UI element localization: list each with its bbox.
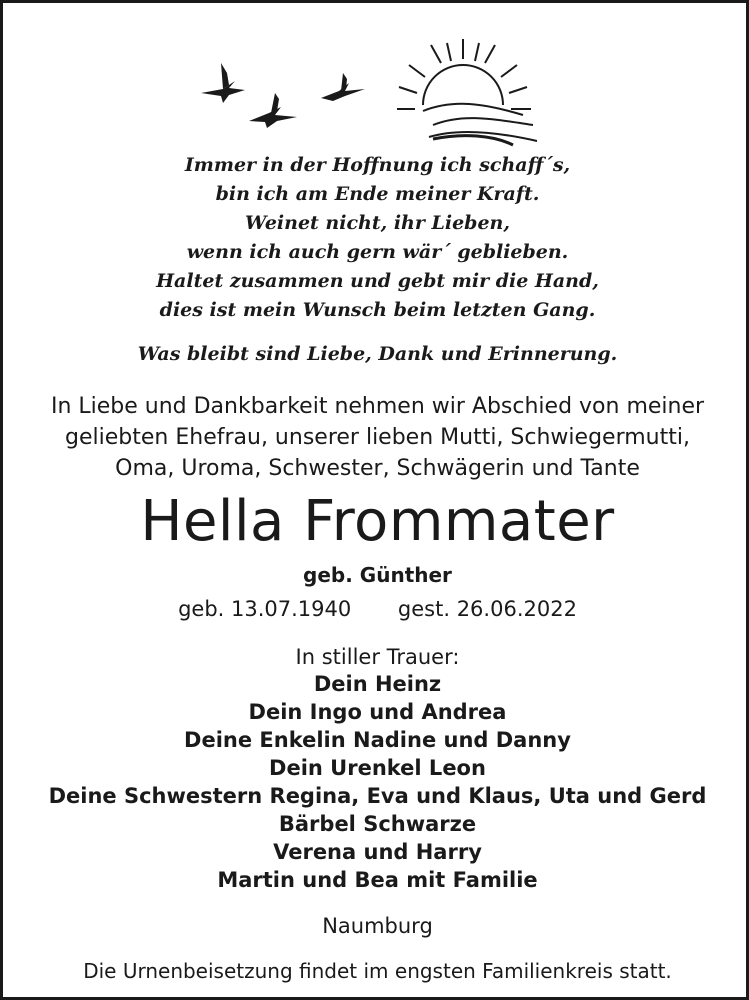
mourner-entry: Martin und Bea mit Familie [217,868,538,892]
poem [3,151,749,325]
birth-date: geb. 13.07.1940 [178,597,352,621]
birds-and-sun-illustration [193,33,553,148]
mourner-entry: Dein Urenkel Leon [269,756,486,780]
mourner-entry: Deine Enkelin Nadine und Danny [184,728,571,752]
bird-icon [201,63,245,103]
life-dates [3,597,749,621]
bird-icon [249,93,297,128]
poem-line: Immer in der Hoffnung ich schaff´s, [184,154,571,176]
place: Naumburg [322,914,433,938]
bird-icon [321,73,365,101]
mourning-label: In stiller Trauer: [295,645,460,669]
poem-line: wenn ich auch gern wär´ geblieben. [186,241,569,263]
mourners-list [3,670,749,894]
birth-name: geb. Günther [303,563,452,587]
poem-line: bin ich am Ende meiner Kraft. [215,183,540,205]
poem-line: Weinet nicht, ihr Lieben, [245,212,510,234]
poem-line: Haltet zusammen und gebt mir die Hand, [156,270,599,292]
mourner-entry: Dein Ingo und Andrea [248,700,507,724]
intro-text [3,391,749,484]
sun-icon [397,39,531,109]
mourner-entry: Verena und Harry [273,840,482,864]
poem-line: dies ist mein Wunsch beim letzten Gang. [159,299,596,321]
mourner-entry: Dein Heinz [313,672,442,696]
intro-line: Oma, Uroma, Schwester, Schwägerin und Tante [115,456,640,481]
intro-line: In Liebe und Dankbarkeit nehmen wir Abschied von meiner [50,394,705,419]
mourner-entry: Bärbel Schwarze [278,812,477,836]
death-date: gest. 26.06.2022 [397,597,577,621]
deceased-name: Hella Frommater [140,489,615,554]
mourner-entry: Deine Schwestern Regina, Eva und Klaus, Uta und Gerd [48,784,707,808]
burial-notice: Die Urnenbeisetzung findet im engsten Familienkreis statt. [83,959,672,983]
intro-line: geliebten Ehefrau, unserer lieben Mutti, Schwiegermutti, [65,425,690,450]
quote: Was bleibt sind Liebe, Dank und Erinnerung. [137,343,618,365]
